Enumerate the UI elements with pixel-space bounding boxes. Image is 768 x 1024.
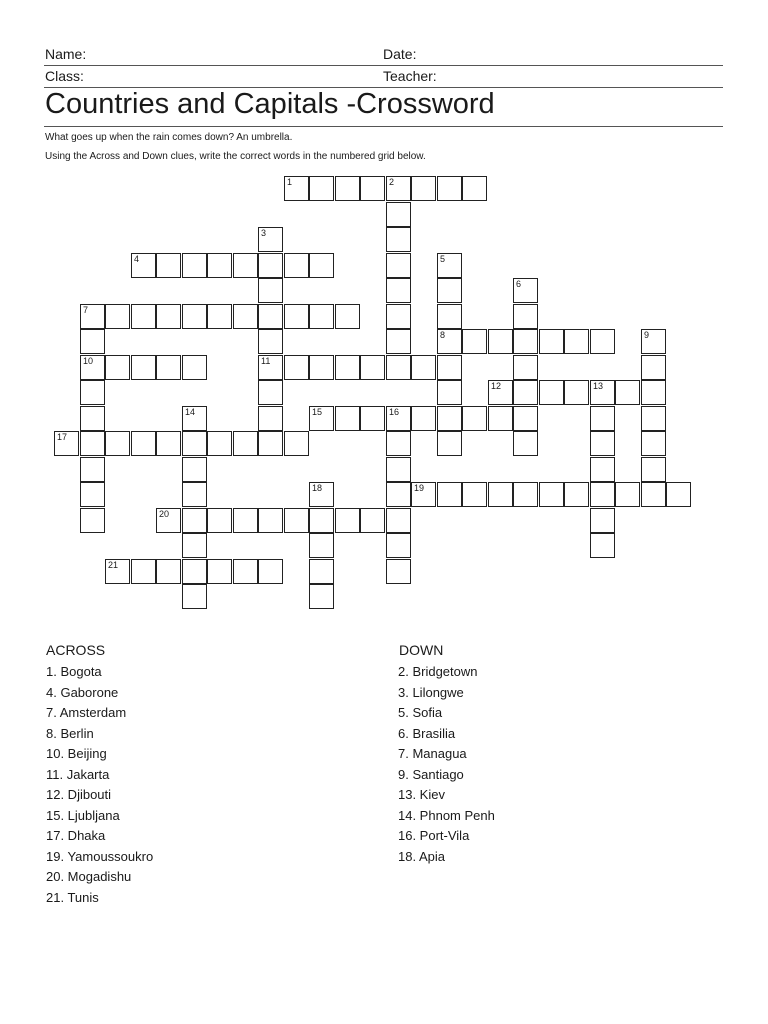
grid-cell[interactable]: [641, 457, 666, 482]
across-clue: 20. Mogadishu: [46, 869, 132, 884]
grid-cell[interactable]: [207, 253, 232, 278]
grid-cell[interactable]: [284, 508, 309, 533]
grid-cell[interactable]: [488, 329, 513, 354]
name-label: Name:: [45, 46, 87, 62]
clue-number: 3: [261, 228, 267, 238]
grid-cell[interactable]: [284, 176, 309, 201]
grid-cell[interactable]: [258, 227, 283, 252]
grid-cell[interactable]: [641, 431, 666, 456]
across-clue: 4. Gaborone: [46, 684, 119, 700]
grid-cell[interactable]: [590, 482, 615, 507]
grid-cell[interactable]: [590, 380, 615, 405]
grid-cell[interactable]: [513, 355, 538, 380]
grid-cell[interactable]: [54, 431, 79, 456]
class-label: Class:: [45, 68, 84, 84]
across-clue: 1. Bogota: [46, 664, 102, 679]
grid-cell[interactable]: [80, 406, 105, 431]
grid-cell[interactable]: [488, 406, 513, 431]
across-clue: 19. Yamoussoukro: [46, 848, 154, 864]
down-clue: 6. Brasilia: [398, 725, 456, 741]
grid-cell[interactable]: [258, 278, 283, 303]
grid-cell[interactable]: [386, 355, 411, 380]
grid-cell[interactable]: [386, 431, 411, 456]
grid-cell[interactable]: [309, 176, 334, 201]
grid-cell[interactable]: [386, 482, 411, 507]
grid-cell[interactable]: [641, 482, 666, 507]
grid-cell[interactable]: [207, 304, 232, 329]
page-title: Countries and Capitals -Crossword: [45, 88, 495, 120]
across-clue: 17. Dhaka: [46, 828, 106, 843]
grid-cell[interactable]: [284, 355, 309, 380]
grid-cell[interactable]: [80, 304, 105, 329]
down-clue: 13. Kiev: [398, 787, 445, 802]
grid-cell[interactable]: [513, 278, 538, 303]
grid-cell[interactable]: [335, 406, 360, 431]
grid-cell[interactable]: [437, 355, 462, 380]
clue-number: 1: [287, 177, 293, 187]
across-clue: 8. Berlin: [46, 725, 94, 741]
down-clue: 2. Bridgetown: [398, 664, 478, 679]
grid-cell[interactable]: [258, 253, 283, 278]
grid-cell[interactable]: [258, 304, 283, 329]
grid-cell[interactable]: [80, 457, 105, 482]
grid-cell[interactable]: [615, 482, 640, 507]
clue-number: 6: [516, 279, 522, 289]
grid-cell[interactable]: [437, 253, 462, 278]
grid-cell[interactable]: [386, 406, 411, 431]
clue-number: 11: [261, 356, 271, 366]
grid-cell[interactable]: [437, 329, 462, 354]
down-clue: 16. Port-Vila: [398, 828, 470, 843]
clue-number: 13: [593, 381, 604, 391]
grid-cell[interactable]: [258, 406, 283, 431]
grid-cell[interactable]: [666, 482, 691, 507]
grid-cell[interactable]: [233, 304, 258, 329]
grid-cell[interactable]: [309, 406, 334, 431]
grid-cell[interactable]: [105, 304, 130, 329]
grid-cell[interactable]: [233, 253, 258, 278]
clue-number: 21: [108, 560, 119, 570]
grid-cell[interactable]: [437, 482, 462, 507]
grid-cell[interactable]: [437, 431, 462, 456]
grid-cell[interactable]: [539, 380, 564, 405]
grid-cell[interactable]: [513, 406, 538, 431]
grid-cell[interactable]: [309, 533, 334, 558]
clue-number: 18: [312, 483, 323, 493]
grid-cell[interactable]: [488, 482, 513, 507]
grid-cell[interactable]: [462, 482, 487, 507]
grid-cell[interactable]: [641, 329, 666, 354]
grid-cell[interactable]: [258, 355, 283, 380]
grid-cell[interactable]: [80, 508, 105, 533]
grid-cell[interactable]: [156, 253, 181, 278]
clue-number: 16: [389, 407, 400, 417]
grid-cell[interactable]: [258, 508, 283, 533]
grid-cell[interactable]: [360, 176, 385, 201]
grid-cell[interactable]: [182, 304, 207, 329]
grid-cell[interactable]: [258, 329, 283, 354]
grid-cell[interactable]: [411, 355, 436, 380]
grid-cell[interactable]: [513, 431, 538, 456]
grid-cell[interactable]: [309, 304, 334, 329]
grid-cell[interactable]: [80, 329, 105, 354]
across-heading: ACROSS: [46, 642, 106, 658]
grid-cell[interactable]: [182, 584, 207, 609]
grid-cell[interactable]: [233, 431, 258, 456]
grid-cell[interactable]: [513, 304, 538, 329]
grid-cell[interactable]: [182, 559, 207, 584]
down-clue: 14. Phnom Penh: [398, 807, 495, 823]
grid-cell[interactable]: [386, 278, 411, 303]
grid-cell[interactable]: [386, 304, 411, 329]
grid-cell[interactable]: [488, 380, 513, 405]
grid-cell[interactable]: [131, 559, 156, 584]
grid-cell[interactable]: [105, 431, 130, 456]
grid-cell[interactable]: [207, 508, 232, 533]
grid-cell[interactable]: [131, 253, 156, 278]
grid-cell[interactable]: [386, 253, 411, 278]
grid-cell[interactable]: [131, 304, 156, 329]
grid-cell[interactable]: [156, 508, 181, 533]
grid-cell[interactable]: [182, 431, 207, 456]
grid-cell[interactable]: [564, 380, 589, 405]
across-clue: 12. Djibouti: [46, 787, 112, 802]
grid-cell[interactable]: [360, 508, 385, 533]
grid-cell[interactable]: [80, 482, 105, 507]
date-label: Date:: [383, 46, 417, 62]
grid-cell[interactable]: [411, 176, 436, 201]
grid-cell[interactable]: [335, 176, 360, 201]
clue-number: 15: [312, 407, 323, 417]
across-clue: 11. Jakarta: [46, 766, 110, 782]
grid-cell[interactable]: [258, 380, 283, 405]
grid-cell[interactable]: [156, 559, 181, 584]
grid-cell[interactable]: [386, 329, 411, 354]
clue-number: 5: [440, 254, 446, 264]
grid-cell[interactable]: [182, 253, 207, 278]
grid-cell[interactable]: [462, 406, 487, 431]
teacher-label: Teacher:: [383, 68, 437, 84]
clue-number: 10: [83, 356, 94, 366]
grid-cell[interactable]: [641, 380, 666, 405]
grid-cell[interactable]: [386, 457, 411, 482]
clue-number: 20: [159, 509, 170, 519]
across-clue: 21. Tunis: [46, 889, 99, 905]
grid-cell[interactable]: [386, 202, 411, 227]
across-clue: 10. Beijing: [46, 746, 107, 761]
down-clue: 5. Sofia: [398, 705, 443, 720]
grid-cell[interactable]: [309, 559, 334, 584]
grid-cell[interactable]: [590, 406, 615, 431]
grid-cell[interactable]: [182, 406, 207, 431]
riddle-text: What goes up when the rain comes down? An umbrella.: [45, 132, 293, 143]
grid-cell[interactable]: [386, 176, 411, 201]
grid-cell[interactable]: [411, 406, 436, 431]
grid-cell[interactable]: [386, 533, 411, 558]
grid-cell[interactable]: [335, 508, 360, 533]
grid-cell[interactable]: [641, 406, 666, 431]
grid-cell[interactable]: [156, 304, 181, 329]
grid-cell[interactable]: [182, 508, 207, 533]
grid-cell[interactable]: [462, 329, 487, 354]
grid-cell[interactable]: [437, 304, 462, 329]
grid-cell[interactable]: [513, 380, 538, 405]
grid-cell[interactable]: [309, 482, 334, 507]
grid-cell[interactable]: [386, 559, 411, 584]
grid-cell[interactable]: [284, 253, 309, 278]
grid-cell[interactable]: [207, 431, 232, 456]
grid-cell[interactable]: [360, 355, 385, 380]
grid-cell[interactable]: [105, 559, 130, 584]
clue-number: 4: [134, 254, 140, 264]
grid-cell[interactable]: [258, 559, 283, 584]
grid-cell[interactable]: [590, 329, 615, 354]
grid-cell[interactable]: [564, 482, 589, 507]
down-clue: 18. Apia: [398, 848, 445, 864]
across-clue: 7. Amsterdam: [46, 705, 127, 720]
grid-cell[interactable]: [615, 380, 640, 405]
down-heading: DOWN: [399, 642, 444, 658]
grid-cell[interactable]: [437, 278, 462, 303]
grid-cell[interactable]: [386, 508, 411, 533]
clue-number: 2: [389, 177, 395, 187]
grid-cell[interactable]: [590, 457, 615, 482]
grid-cell[interactable]: [131, 431, 156, 456]
grid-cell[interactable]: [80, 355, 105, 380]
grid-cell[interactable]: [309, 253, 334, 278]
grid-cell[interactable]: [437, 406, 462, 431]
grid-cell[interactable]: [437, 380, 462, 405]
grid-cell[interactable]: [105, 355, 130, 380]
grid-cell[interactable]: [513, 482, 538, 507]
grid-cell[interactable]: [513, 329, 538, 354]
grid-cell[interactable]: [156, 431, 181, 456]
grid-cell[interactable]: [437, 176, 462, 201]
grid-cell[interactable]: [80, 431, 105, 456]
grid-cell[interactable]: [539, 329, 564, 354]
grid-cell[interactable]: [309, 508, 334, 533]
grid-cell[interactable]: [156, 355, 181, 380]
instructions-text: Using the Across and Down clues, write the correct words in the numbered grid below.: [45, 151, 426, 162]
clue-number: 9: [644, 330, 650, 340]
grid-cell[interactable]: [539, 482, 564, 507]
grid-cell[interactable]: [641, 355, 666, 380]
grid-cell[interactable]: [284, 431, 309, 456]
grid-cell[interactable]: [309, 355, 334, 380]
grid-cell[interactable]: [411, 482, 436, 507]
grid-cell[interactable]: [564, 329, 589, 354]
grid-cell[interactable]: [284, 304, 309, 329]
down-clue: 3. Lilongwe: [398, 684, 464, 700]
grid-cell[interactable]: [335, 355, 360, 380]
grid-cell[interactable]: [590, 508, 615, 533]
grid-cell[interactable]: [233, 559, 258, 584]
clue-number: 12: [491, 381, 502, 391]
grid-cell[interactable]: [309, 584, 334, 609]
down-clue: 7. Managua: [398, 746, 467, 761]
grid-cell[interactable]: [386, 227, 411, 252]
grid-cell[interactable]: [258, 431, 283, 456]
grid-cell[interactable]: [80, 380, 105, 405]
grid-cell[interactable]: [590, 533, 615, 558]
across-clue: 15. Ljubljana: [46, 807, 120, 823]
grid-cell[interactable]: [233, 508, 258, 533]
grid-cell[interactable]: [360, 406, 385, 431]
down-clue: 9. Santiago: [398, 766, 464, 782]
grid-cell[interactable]: [182, 482, 207, 507]
grid-cell[interactable]: [182, 457, 207, 482]
clue-number: 19: [414, 483, 425, 493]
grid-cell[interactable]: [182, 533, 207, 558]
grid-cell[interactable]: [182, 355, 207, 380]
clue-number: 17: [57, 432, 68, 442]
clue-number: 7: [83, 305, 89, 315]
grid-cell[interactable]: [335, 304, 360, 329]
grid-cell[interactable]: [462, 176, 487, 201]
grid-cell[interactable]: [207, 559, 232, 584]
clue-number: 8: [440, 330, 446, 340]
grid-cell[interactable]: [131, 355, 156, 380]
clue-number: 14: [185, 407, 196, 417]
grid-cell[interactable]: [590, 431, 615, 456]
